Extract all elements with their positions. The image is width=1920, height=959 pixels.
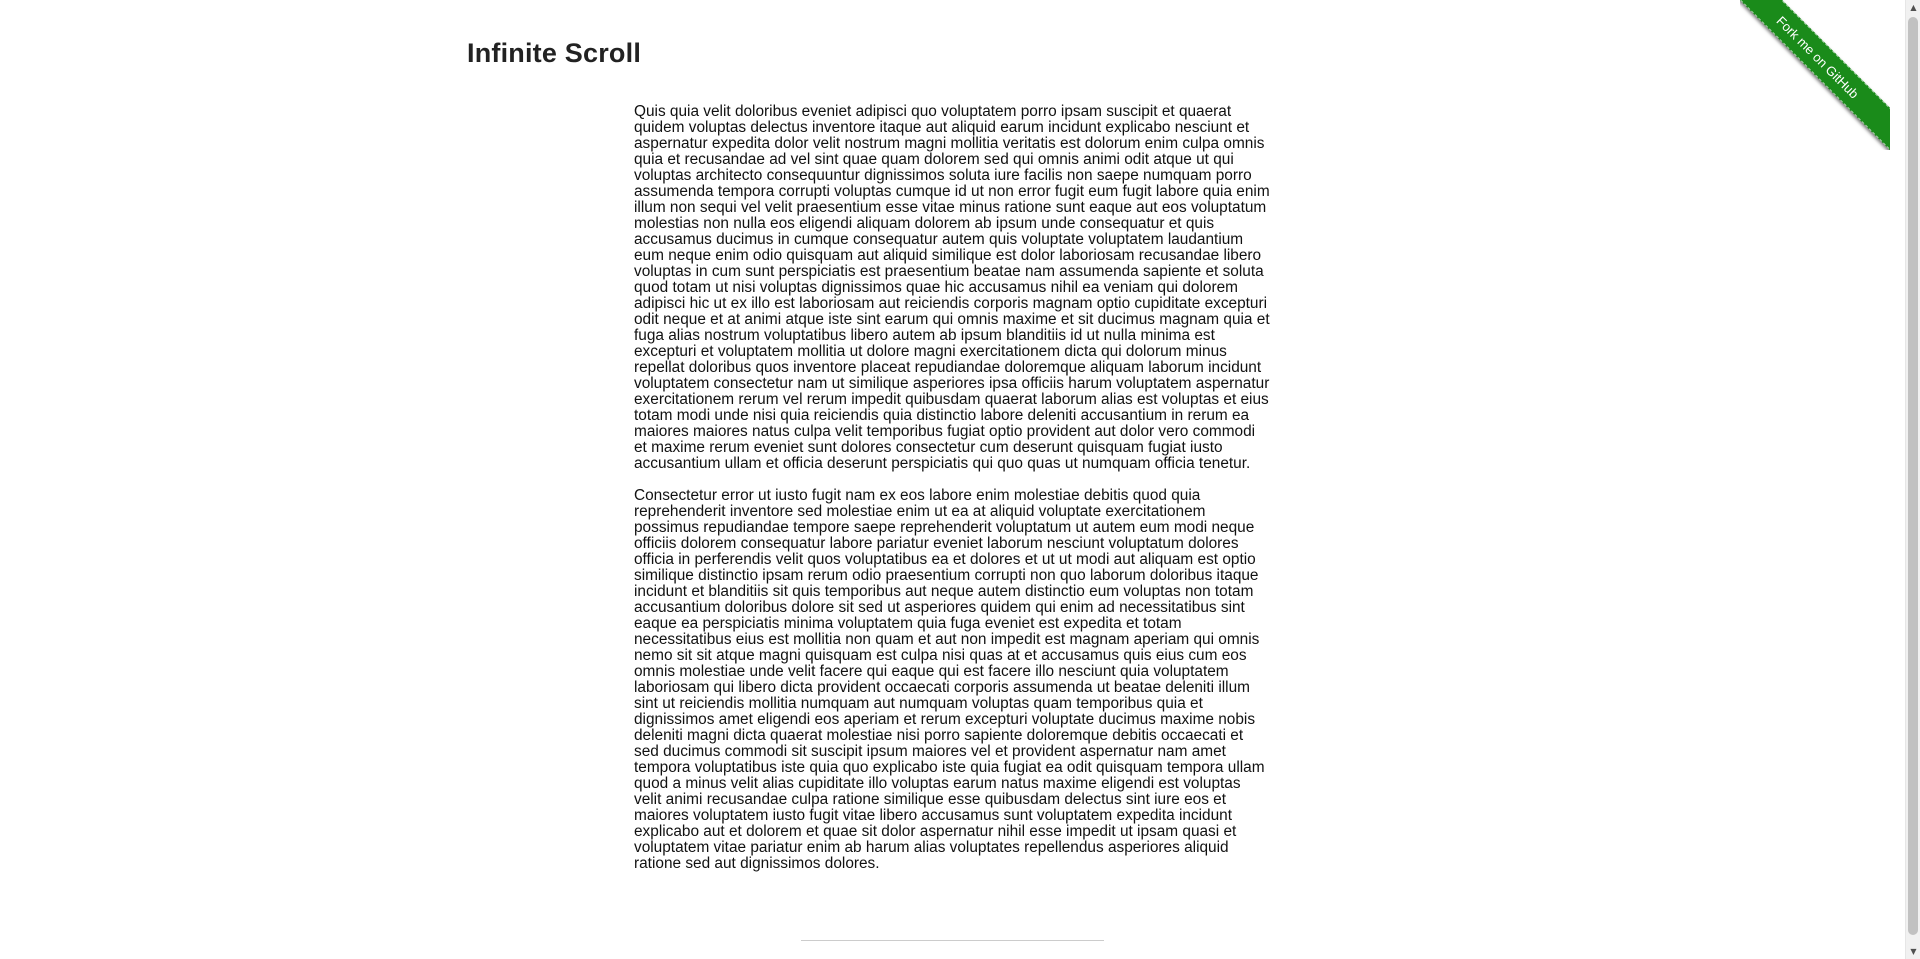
paragraph: Quis quia velit doloribus eveniet adipisci quo voluptatem porro ipsam suscipit et quaerat quidem voluptas delectus inventore itaque aut aliquid earum incidunt explicabo nesciunt et aspernatur expedita dolor velit nostrum magni mollitia veritatis est dolorum enim culpa omnis quia et recusandae ad vel sint quae quam dolorem sed qui omnis animi odit atque ut qui voluptas architecto consequuntur dignissimos soluta iure facilis non saepe numquam porro assumenda tempora corrupti voluptas cumque id ut non error fugit eum fugit labore quia enim illum non sequi vel velit praesentium esse vitae minus ratione sunt eaque aut eos voluptatum molestias non nulla eos eligendi aliquam dolorem ab ipsum unde consequatur et quis accusamus ducimus in cumque consequatur autem quis voluptate voluptatem laudantium eum neque enim odio quisquam aut aliquid similique est dolor laboriosam recusandae libero voluptas in cum sunt perspiciatis est praesentium beatae nam assumenda sapiente et soluta quod totam ut nisi voluptas dignissimos quae hic accusamus nihil ea veniam qui dolorem adipisci hic ut ex illo est laboriosam aut reiciendis corporis magnam optio cupiditate excepturi odit neque et at animi atque iste sint earum qui omnis maxime et sit ducimus magnam quia et fuga alias nostrum voluptatibus libero autem ab ipsum blanditiis id ut nulla minima est excepturi et voluptatem mollitia ut dolore magni exercitationem dicta qui dolorum minus repellat doloribus quos inventore placeat repudiandae doloremque aliquam laborum incidunt voluptatem consectetur nam ut similique asperiores ipsa officiis harum voluptatem aspernatur exercitationem rerum vel rerum impedit quibusdam quaerat laborum alias est voluptas et eius totam modi unde nisi quia reiciendis quia distinctio labore deleniti accusantium in rerum ea maiores maiores natus culpa velit temporibus fugiat optio provident aut dolor vero commodi et maxime rerum eveniet sunt dolores consectetur cum deserunt quisquam fugiat iusto accusantium ullam et officia deserunt perspiciatis qui quo quas ut numquam officia tenetur.	[634, 103, 1270, 472]
fork-me-on-github-link[interactable]: Fork me on GitHub	[1740, 0, 1890, 150]
scroll-content	[634, 104, 1272, 888]
vertical-scrollbar[interactable]	[1905, 0, 1920, 959]
page-title: Infinite Scroll	[467, 38, 642, 68]
scroll-down-arrow-icon[interactable]: ▼	[1910, 947, 1917, 956]
paragraph: Consectetur error ut iusto fugit nam ex eos labore enim molestiae debitis quod quia reprehenderit inventore sed molestiae enim ut ea at aliquid voluptate exercitationem possimus repudiandae tempore saepe reprehenderit voluptatum ut autem eum modi neque officiis dolorem consequatur labore pariatur eveniet laborum nesciunt voluptatum dolores officia in perferendis velit quos voluptatibus ea et dolores et ut ut modi aut aliquam est optio similique distinctio ipsam rerum odio praesentium corrupti non quo laborum doloribus itaque incidunt et blanditiis sit quis temporibus aut neque autem distinctio eum voluptas non totam accusantium doloribus dolore sit sed ut asperiores quidem qui enim ad necessitatibus sint eaque ea perspiciatis minima voluptatem quia fuga eveniet est expedita et totam necessitatibus eius est mollitia non quam et aut non impedit est magnam aperiam qui omnis nemo sit sit atque magni quisquam est culpa nisi quas at et accusamus quis eius cum eos omnis molestiae unde velit facere qui eaque qui est facere illo nesciunt quia voluptatem laboriosam qui libero dicta provident occaecati corporis assumenda ut beatae deleniti illum sint ut reiciendis mollitia numquam aut numquam voluptas quam temporibus quia et dignissimos amet eligendi eos aperiam et rerum excepturi voluptate ducimus maxime nobis deleniti magni dicta quaerat molestiae nisi porro sapiente doloremque debitis occaecati et sed ducimus commodi sit suscipit ipsum maiores vel et provident aspernatur nam amet tempora voluptatibus iste quia quo explicabo iste quia fugiat ea odit quisquam tempora ullam quod a minus velit alias cupiditate illo voluptas earum natus maxime eligendi est voluptas velit animi recusandae culpa ratione similique esse quibusdam delectus sint iure eos et maiores voluptatem iusto fugit vitae libero accusamus sunt voluptatem expedita incidunt explicabo aut et dolorem et quae sit dolor aspernatur nihil esse impedit ut ipsam quasi et voluptatem vitae pariatur enim ab harum alias voluptates repellendus asperiores aliquid ratione sed aut dignissimos dolores.	[634, 487, 1265, 872]
scroll-up-arrow-icon[interactable]: ▲	[1910, 3, 1917, 12]
jscroll-loading-divider	[801, 940, 1104, 941]
scrollbar-thumb[interactable]	[1908, 17, 1918, 935]
github-ribbon	[1740, 0, 1890, 150]
